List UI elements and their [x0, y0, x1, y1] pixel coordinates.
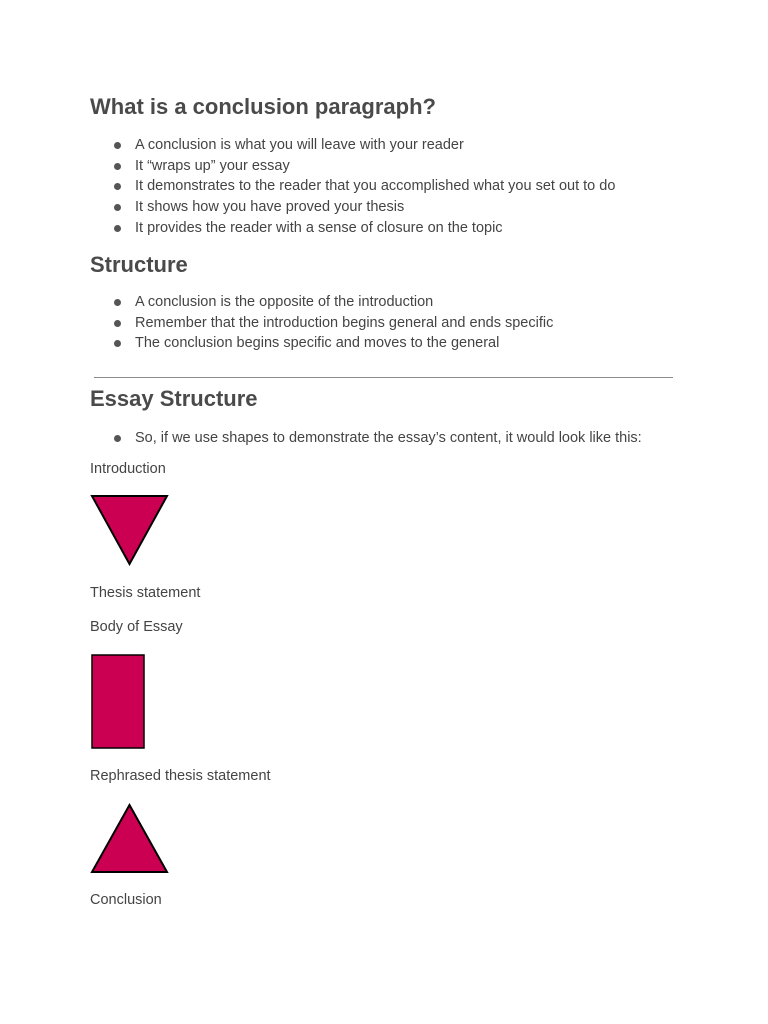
introduction-label: Introduction [90, 461, 166, 477]
list-item [90, 333, 553, 354]
triangle-shape [90, 803, 170, 875]
rephrased-thesis-label: Rephrased thesis statement [90, 768, 271, 784]
body-rectangle [92, 655, 144, 748]
bullet-icon [114, 225, 121, 232]
bullet-icon [114, 299, 121, 306]
heading-structure: Structure [90, 252, 188, 277]
list-item [90, 292, 553, 313]
conclusion-triangle [92, 805, 167, 872]
heading-essay-structure: Essay Structure [90, 386, 258, 411]
body-of-essay-label: Body of Essay [90, 619, 183, 635]
bullet-list-definition [90, 135, 615, 239]
list-item-text: The conclusion begins specific and moves to the general [135, 335, 500, 352]
list-item-text: So, if we use shapes to demonstrate the essay’s content, it would look like this: [135, 430, 642, 446]
conclusion-label: Conclusion [90, 892, 162, 908]
list-item-text: A conclusion is the opposite of the introduction [135, 294, 434, 310]
bullet-icon [114, 163, 121, 170]
list-item-text: It provides the reader with a sense of closure on the topic [135, 219, 503, 236]
bullet-icon [114, 183, 121, 190]
list-item-text: Remember that the introduction begins general and ends specific [135, 314, 554, 331]
list-item-text: It demonstrates to the reader that you accomplished what you set out to do [135, 178, 616, 195]
thesis-statement-label: Thesis statement [90, 585, 201, 601]
list-item [90, 156, 615, 177]
horizontal-divider [94, 377, 673, 378]
list-item-text: It “wraps up” your essay [135, 157, 290, 174]
list-item [90, 313, 553, 334]
list-item [90, 428, 642, 449]
bullet-list-structure [90, 292, 553, 354]
inverted-triangle-shape [90, 494, 170, 566]
bullet-icon [114, 435, 121, 442]
bullet-list-essay-structure [90, 428, 642, 449]
bullet-icon [114, 204, 121, 211]
bullet-icon [114, 340, 121, 347]
list-item [90, 176, 615, 197]
bullet-icon [114, 142, 121, 149]
list-item-text: It shows how you have proved your thesis [135, 199, 405, 216]
rectangle-shape [90, 653, 148, 751]
list-item [90, 197, 615, 218]
list-item [90, 218, 615, 239]
bullet-icon [114, 320, 121, 327]
list-item [90, 135, 615, 156]
introduction-triangle [92, 496, 167, 564]
list-item-text: A conclusion is what you will leave with your reader [135, 137, 464, 153]
heading-what-is-conclusion: What is a conclusion paragraph? [90, 94, 436, 119]
